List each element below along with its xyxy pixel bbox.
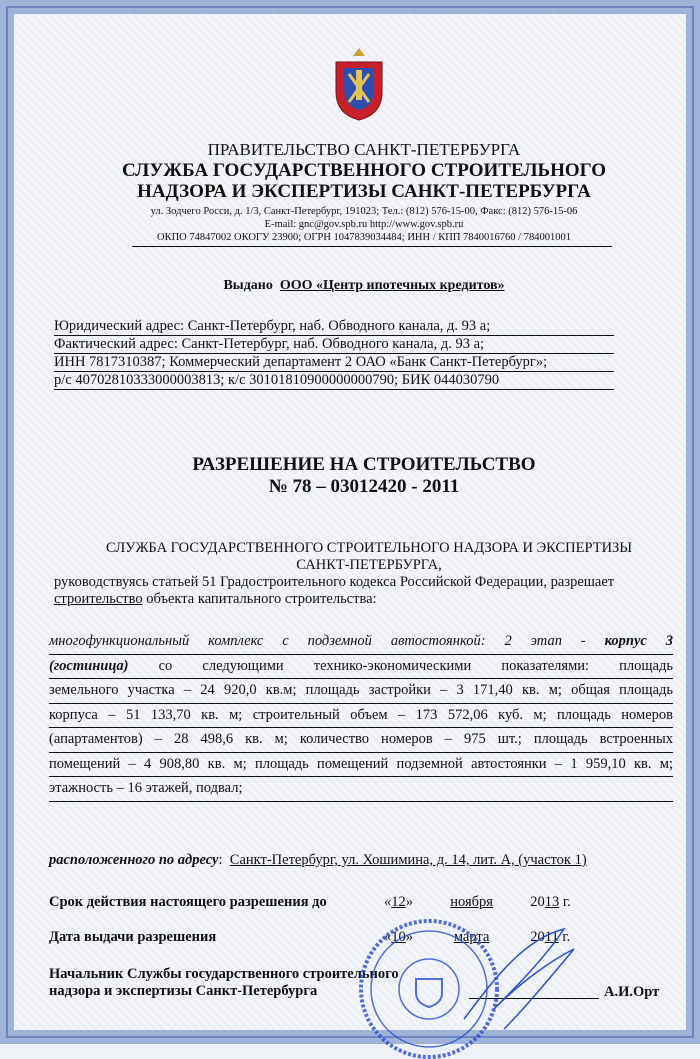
agency-name — [14, 160, 700, 202]
coat-of-arms-emblem — [324, 44, 394, 124]
header-divider — [132, 246, 612, 247]
object-line: (апартаментов) – 28 498,6 кв. м; количество номеров – 975 шт.; площадь встроенных — [49, 728, 673, 753]
issue-date-label: Дата выдачи разрешения — [49, 929, 217, 945]
government-name: ПРАВИТЕЛЬСТВО САНКТ-ПЕТЕРБУРГА — [207, 140, 521, 159]
issue-date: «10» марта 2011 г. — [384, 929, 571, 945]
location-value: Санкт-Петербург, ул. Хошимина, д. 14, лит. А, (участок 1) — [229, 852, 587, 868]
issued-label: Выдано — [223, 278, 273, 293]
validity-day: 12 — [391, 894, 406, 910]
year-abbr: г. — [562, 894, 571, 910]
object-type: (гостиница) — [49, 657, 129, 674]
contacts: ул. Зодчего Росси, д. 1/3, Санкт-Петербург, 191023; Тел.: (812) 576-15-00, Факс: (812) 576-15-06 — [150, 206, 578, 217]
issue-day: 10 — [391, 929, 406, 945]
agency-line-1: СЛУЖБА ГОСУДАРСТВЕННОГО СТРОИТЕЛЬНОГО — [121, 160, 607, 181]
document-title — [14, 454, 700, 498]
object-text: со следующими технико-экономическими показателями: площадь — [128, 657, 673, 674]
title-line: РАЗРЕШЕНИЕ НА СТРОИТЕЛЬСТВО — [192, 454, 536, 475]
company-requisites — [54, 318, 614, 390]
validity-date: «12» ноября 2013 г. — [384, 894, 571, 910]
issued-to — [14, 278, 700, 294]
object-line — [49, 655, 673, 680]
validity-year-suffix: 13 — [544, 894, 560, 910]
signatory-line: надзора и экспертизы Санкт-Петербурга — [49, 983, 318, 999]
permit-number: № 78 – 03012420 - 2011 — [268, 476, 460, 497]
preamble-line — [54, 591, 684, 608]
signatory-name: А.И.Орт — [604, 984, 660, 1000]
actual-address: Фактический адрес: Санкт-Петербург, наб. Обводного канала, д. 93 а; — [54, 336, 614, 354]
object-line: корпуса – 51 133,70 кв. м; строительный объем – 173 572,06 куб. м; площадь номеров — [49, 704, 673, 729]
preamble-underlined: строительство — [54, 591, 143, 607]
object-name: многофункциональный комплекс с подземной автостоянкой: 2 этап - — [49, 633, 605, 649]
handwritten-signature — [454, 919, 584, 1039]
validity-year-prefix: 20 — [530, 894, 545, 910]
object-line — [49, 630, 673, 655]
issue-month: марта — [453, 929, 490, 945]
object-building: корпус 3 — [604, 633, 674, 649]
object-line: земельного участка – 24 920,0 кв.м; площадь застройки – 3 171,40 кв. м; общая площадь — [49, 679, 673, 704]
object-line: этажность – 16 этажей, подвал; — [49, 777, 673, 802]
location-label: расположенного по адресу — [49, 852, 219, 868]
preamble-rest: объекта капитального строительства: — [142, 591, 377, 607]
agency-line-2: НАДЗОРА И ЭКСПЕРТИЗЫ САНКТ-ПЕТЕРБУРГА — [137, 181, 591, 202]
signatory-title — [49, 966, 399, 1000]
validity-label: Срок действия настоящего разрешения до — [49, 894, 327, 910]
issued-company: ООО «Центр ипотечных кредитов» — [279, 278, 505, 293]
object-location: расположенного по адресу: Санкт-Петербург, ул. Хошимина, д. 14, лит. А, (участок 1) — [49, 852, 587, 868]
year-abbr: г. — [562, 929, 571, 945]
preamble-line: СЛУЖБА ГОСУДАРСТВЕННОГО СТРОИТЕЛЬНОГО НАДЗОРА И ЭКСПЕРТИЗЫ — [106, 540, 632, 556]
registration-codes: ОКПО 74847002 ОКОГУ 23900; ОГРН 1047839034484; ИНН / КПП 7840016760 / 784001001 — [157, 232, 571, 243]
object-description — [49, 630, 673, 802]
legal-address: Юридический адрес: Санкт-Петербург, наб. Обводного канала, д. 93 а; — [54, 318, 614, 336]
bank-accounts: р/с 40702810333000003813; к/с 30101810900000000790; БИК 044030790 — [54, 372, 614, 390]
signatory-line: Начальник Службы государственного строительного — [49, 966, 399, 982]
preamble — [54, 540, 684, 608]
object-line: помещений – 4 908,80 кв. м; площадь помещений подземной автостоянки – 1 959,10 кв. м; — [49, 753, 673, 778]
validity-month: ноября — [450, 894, 493, 910]
issue-year-prefix: 20 — [530, 929, 545, 945]
inn-bank: ИНН 7817310387; Коммерческий департамент 2 ОАО «Банк Санкт-Петербург»; — [54, 354, 614, 372]
issue-year-suffix: 11 — [544, 929, 559, 945]
preamble-line: САНКТ-ПЕТЕРБУРГА, — [296, 557, 442, 573]
web-contacts: E-mail: gnc@gov.spb.ru http://www.gov.spb.ru — [264, 219, 464, 230]
preamble-line: руководствуясь статьей 51 Градостроительного кодекса Российской Федерации, разрешает — [54, 574, 615, 590]
agency-contacts — [14, 205, 700, 244]
